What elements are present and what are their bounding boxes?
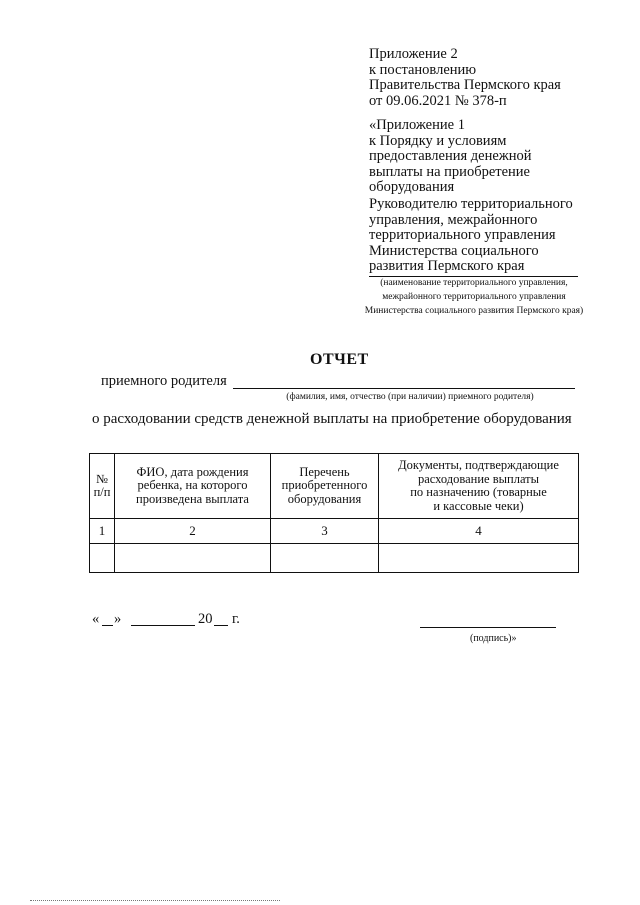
date-year-prefix: 20	[198, 611, 213, 627]
column-number-3: 3	[271, 519, 379, 544]
table-number-row	[90, 519, 579, 544]
parent-label: приемного родителя	[101, 373, 227, 389]
parent-caption: (фамилия, имя, отчество (при наличии) приемного родителя)	[286, 392, 534, 402]
date-suffix: г.	[232, 611, 240, 627]
column-number-2: 2	[115, 519, 271, 544]
column-number-4: 4	[379, 519, 579, 544]
date-month-line	[131, 625, 195, 626]
appendix-header: Приложение 2 к постановлению Правительства Пермского края от 09.06.2021 № 378-п	[369, 46, 561, 109]
header-child: ФИО, дата рождения ребенка, на которого произведена выплата	[115, 454, 271, 519]
signature-caption: (подпись)»	[470, 633, 517, 644]
table-cell	[90, 544, 115, 573]
table-header-row	[90, 454, 579, 519]
date-close-quote: »	[114, 611, 122, 627]
column-number-1: 1	[90, 519, 115, 544]
report-title: ОТЧЕТ	[310, 351, 369, 368]
header-documents: Документы, подтверждающие расходование выплаты по назначению (товарные и кассовые чеки)	[379, 454, 579, 519]
scan-edge	[30, 900, 280, 901]
appendix-quote: «Приложение 1 к Порядку и условиям предоставления денежной выплаты на приобретение оборудования	[369, 117, 532, 195]
date-year-line	[214, 625, 228, 626]
signature-line	[420, 627, 556, 628]
subject-line: о расходовании средств денежной выплаты на приобретение оборудования	[92, 411, 572, 427]
addressee-caption: (наименование территориального управления, межрайонного территориального управления Министерства социального развития Пермского края)	[364, 278, 584, 316]
table-cell	[271, 544, 379, 573]
table-row	[90, 544, 579, 573]
table-cell	[379, 544, 579, 573]
header-equipment: Перечень приобретенного оборудования	[271, 454, 379, 519]
header-number: № п/п	[90, 454, 115, 519]
date-open-quote: «	[92, 611, 100, 627]
addressee: Руководителю территориального управления, межрайонного территориального управления Министерства социального развития Пермского края	[369, 196, 573, 274]
table-cell	[115, 544, 271, 573]
parent-name-line	[233, 388, 575, 389]
report-table	[89, 453, 579, 573]
date-day-line	[102, 625, 113, 626]
